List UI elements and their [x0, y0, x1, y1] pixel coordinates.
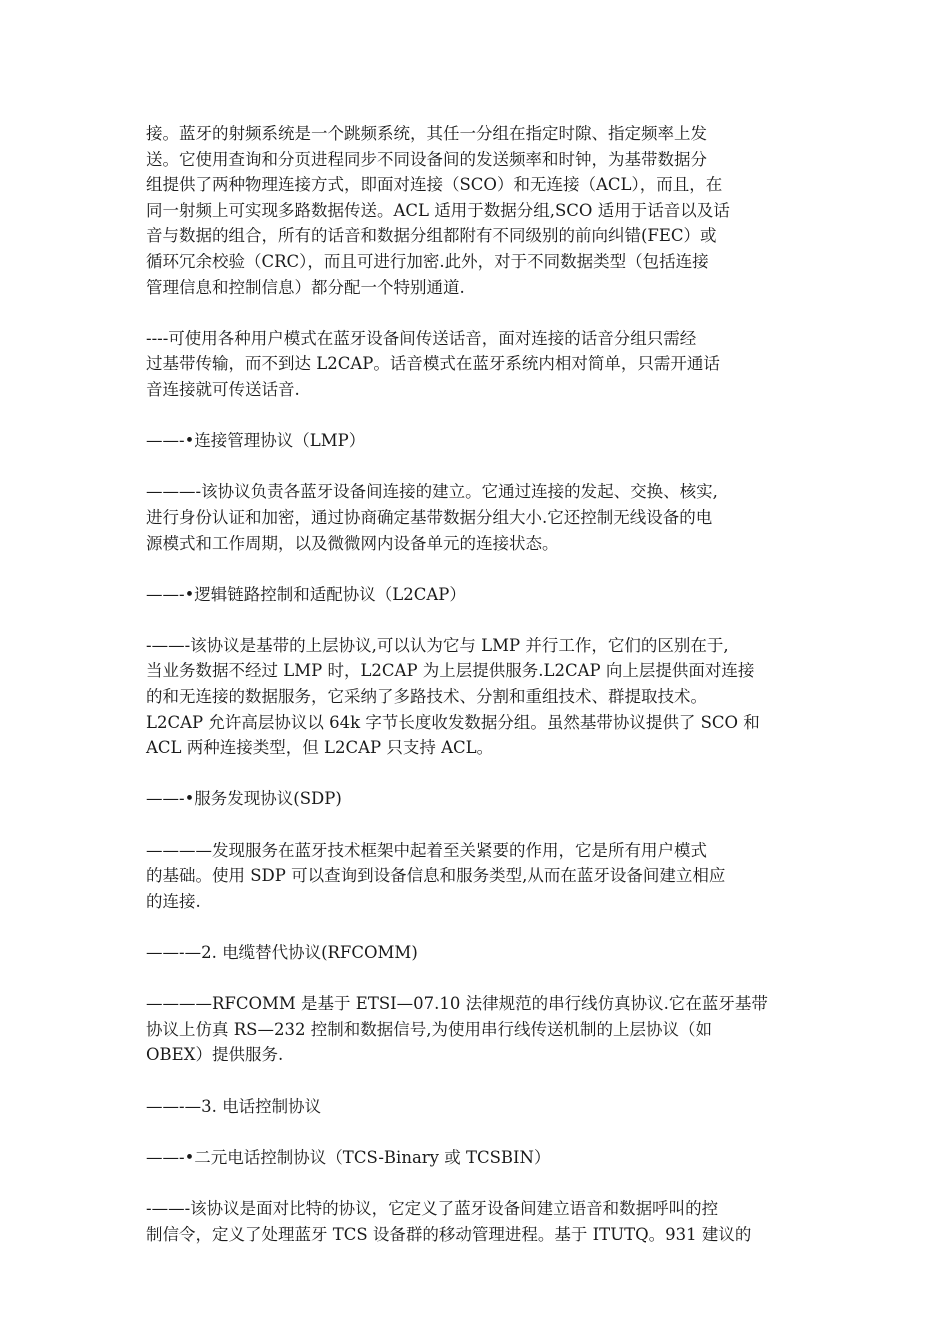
- paragraph-voice-mode: [146, 326, 818, 403]
- paragraph-gap: [146, 300, 818, 326]
- text-line: OBEX）提供服务.: [146, 1045, 284, 1065]
- text-line: 进行身份认证和加密，通过协商确定基带数据分组大小.它还控制无线设备的电: [146, 507, 713, 527]
- text-line: 组提供了两种物理连接方式，即面对连接（SCO）和无连接（ACL），而且，在: [146, 175, 723, 195]
- paragraph-sdp: [146, 838, 818, 915]
- paragraph-gap: [146, 761, 818, 787]
- text-line: 循环冗余校验（CRC），而且可进行加密.此外，对于不同数据类型（包括连接: [146, 251, 709, 271]
- text-line: 接。蓝牙的射频系统是一个跳频系统，其任一分组在指定时隙、指定频率上发: [146, 124, 707, 143]
- paragraph-gap: [146, 1170, 818, 1196]
- document-body: [146, 121, 818, 1247]
- text-line: 制信令，定义了处理蓝牙 TCS 设备群的移动管理进程。基于 ITUTQ。931 建议的: [146, 1224, 752, 1244]
- paragraph-tcs-binary: [146, 1196, 818, 1247]
- text-line: 协议上仿真 RS—232 控制和数据信号,为使用串行线传送机制的上层协议（如: [146, 1019, 712, 1039]
- paragraph-gap: [146, 607, 818, 633]
- text-line: L2CAP 允许高层协议以 64k 字节长度收发数据分组。虽然基带协议提供了 SCO 和: [146, 712, 760, 732]
- paragraph-gap: [146, 966, 818, 992]
- heading-rfcomm: [146, 940, 818, 966]
- text-line: ----可使用各种用户模式在蓝牙设备间传送话音，面对连接的话音分组只需经: [146, 328, 697, 348]
- paragraph-baseband-intro: [146, 121, 818, 300]
- text-line: ——-•连接管理协议（LMP）: [146, 431, 366, 451]
- heading-l2cap: [146, 582, 818, 608]
- text-line: 同一射频上可实现多路数据传送。ACL 适用于数据分组,SCO 适用于话音以及话: [146, 200, 730, 220]
- paragraph-rfcomm: [146, 991, 818, 1068]
- text-line: 送。它使用查询和分页进程同步不同设备间的发送频率和时钟，为基带数据分: [146, 149, 707, 169]
- paragraph-gap: [146, 1068, 818, 1094]
- text-line: 音与数据的组合，所有的话音和数据分组都附有不同级别的前向纠错(FEC）或: [146, 226, 717, 246]
- text-line: ——-—3. 电话控制协议: [146, 1096, 322, 1116]
- text-line: -——-该协议是面对比特的协议，它定义了蓝牙设备间建立语音和数据呼叫的控: [146, 1198, 719, 1218]
- heading-tcs-binary: [146, 1145, 818, 1171]
- paragraph-gap: [146, 403, 818, 429]
- text-line: 的基础。使用 SDP 可以查询到设备信息和服务类型,从而在蓝牙设备间建立相应: [146, 866, 726, 886]
- text-line: ——-•二元电话控制协议（TCS-Binary 或 TCSBIN）: [146, 1147, 551, 1167]
- text-line: 的和无连接的数据服务，它采纳了多路技术、分割和重组技术、群提取技术。: [146, 687, 707, 707]
- text-line: 的连接.: [146, 891, 201, 911]
- heading-sdp: [146, 786, 818, 812]
- paragraph-gap: [146, 812, 818, 838]
- heading-telephony: [146, 1094, 818, 1120]
- text-line: ACL 两种连接类型，但 L2CAP 只支持 ACL。: [146, 738, 494, 758]
- text-line: -——-该协议是基带的上层协议,可以认为它与 LMP 并行工作，它们的区别在于,: [146, 635, 729, 655]
- paragraph-gap: [146, 1119, 818, 1145]
- text-line: 管理信息和控制信息）都分配一个特别通道.: [146, 277, 465, 297]
- text-line: 源模式和工作周期，以及微微网内设备单元的连接状态。: [146, 533, 559, 553]
- heading-lmp: [146, 428, 818, 454]
- text-line: ——-—2. 电缆替代协议(RFCOMM): [146, 943, 418, 962]
- text-line: ——-•逻辑链路控制和适配协议（L2CAP）: [146, 584, 466, 604]
- text-line: 音连接就可传送话音.: [146, 379, 300, 399]
- paragraph-gap: [146, 556, 818, 582]
- text-line: 过基带传输，而不到达 L2CAP。话音模式在蓝牙系统内相对简单，只需开通话: [146, 354, 720, 374]
- text-line: ———-该协议负责各蓝牙设备间连接的建立。它通过连接的发起、交换、核实,: [146, 482, 718, 502]
- text-line: ————发现服务在蓝牙技术框架中起着至关紧要的作用，它是所有用户模式: [146, 840, 707, 860]
- text-line: ——-•服务发现协议(SDP): [146, 789, 342, 809]
- text-line: ————RFCOMM 是基于 ETSI—07.10 法律规范的串行线仿真协议.它在蓝牙基带: [146, 994, 768, 1014]
- text-line: 当业务数据不经过 LMP 时，L2CAP 为上层提供服务.L2CAP 向上层提供面对连接: [146, 661, 755, 681]
- paragraph-l2cap: [146, 633, 818, 761]
- paragraph-gap: [146, 454, 818, 480]
- paragraph-gap: [146, 914, 818, 940]
- paragraph-lmp: [146, 479, 818, 556]
